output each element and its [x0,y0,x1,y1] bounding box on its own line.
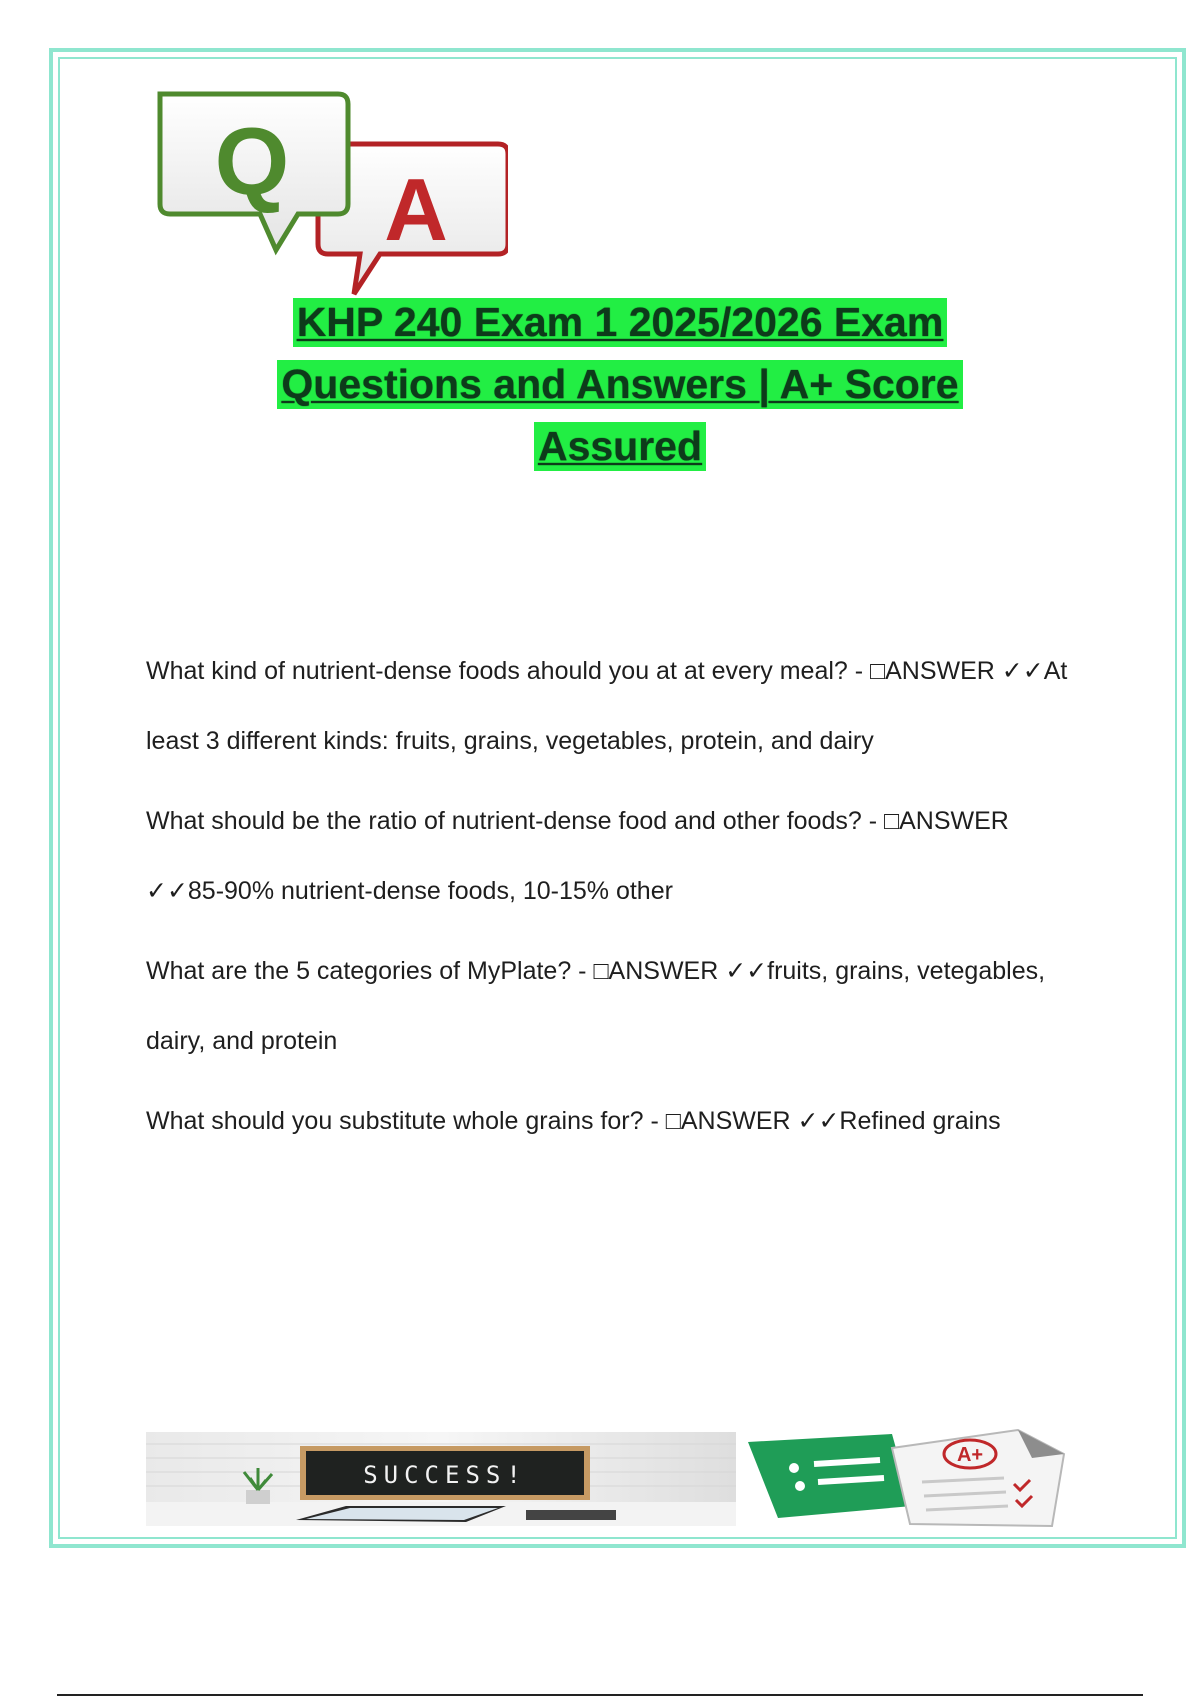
chalkboard-icon [300,1446,590,1500]
success-banner-image [146,1432,736,1526]
question-4: What should you substitute whole grains for? - [146,1107,659,1135]
qa-logo [148,82,508,302]
answer-2: □ANSWER ✓✓85-90% nutrient-dense foods, 10-15% other [146,807,1009,905]
qa-item-4 [146,1086,1086,1156]
question-3: What are the 5 categories of MyPlate? - [146,957,587,985]
qa-item-3 [146,936,1086,1076]
svg-text:A+: A+ [956,1444,984,1466]
question-2: What should be the ratio of nutrient-dense food and other foods? - [146,807,878,835]
title-line-2: Questions and Answers | A+ Score [277,360,962,409]
qa-item-1 [146,636,1086,776]
qa-list [146,636,1086,1166]
a-plus-paper-icon [892,1430,1064,1526]
svg-text:A: A [384,160,448,259]
qa-item-2 [146,786,1086,926]
answer-3: □ANSWER ✓✓fruits, grains, vetegables, dairy, and protein [146,957,1046,1055]
svg-text:SUCCESS!: SUCCESS! [363,1461,527,1489]
svg-text:Q: Q [214,108,290,215]
title-line-1: KHP 240 Exam 1 2025/2026 Exam [293,298,948,347]
graded-exam-icon [742,1428,1084,1528]
answer-4: □ANSWER ✓✓Refined grains [665,1107,1001,1135]
answer-1: □ANSWER ✓✓At least 3 different kinds: fruits, grains, vegetables, protein, and dairy [146,657,1068,755]
green-document-icon [748,1434,912,1518]
title-line-3: Assured [534,422,706,471]
footer-rule [57,1694,1143,1696]
document-title [150,298,1090,484]
question-1: What kind of nutrient-dense foods ahould you at at every meal? - [146,657,864,685]
